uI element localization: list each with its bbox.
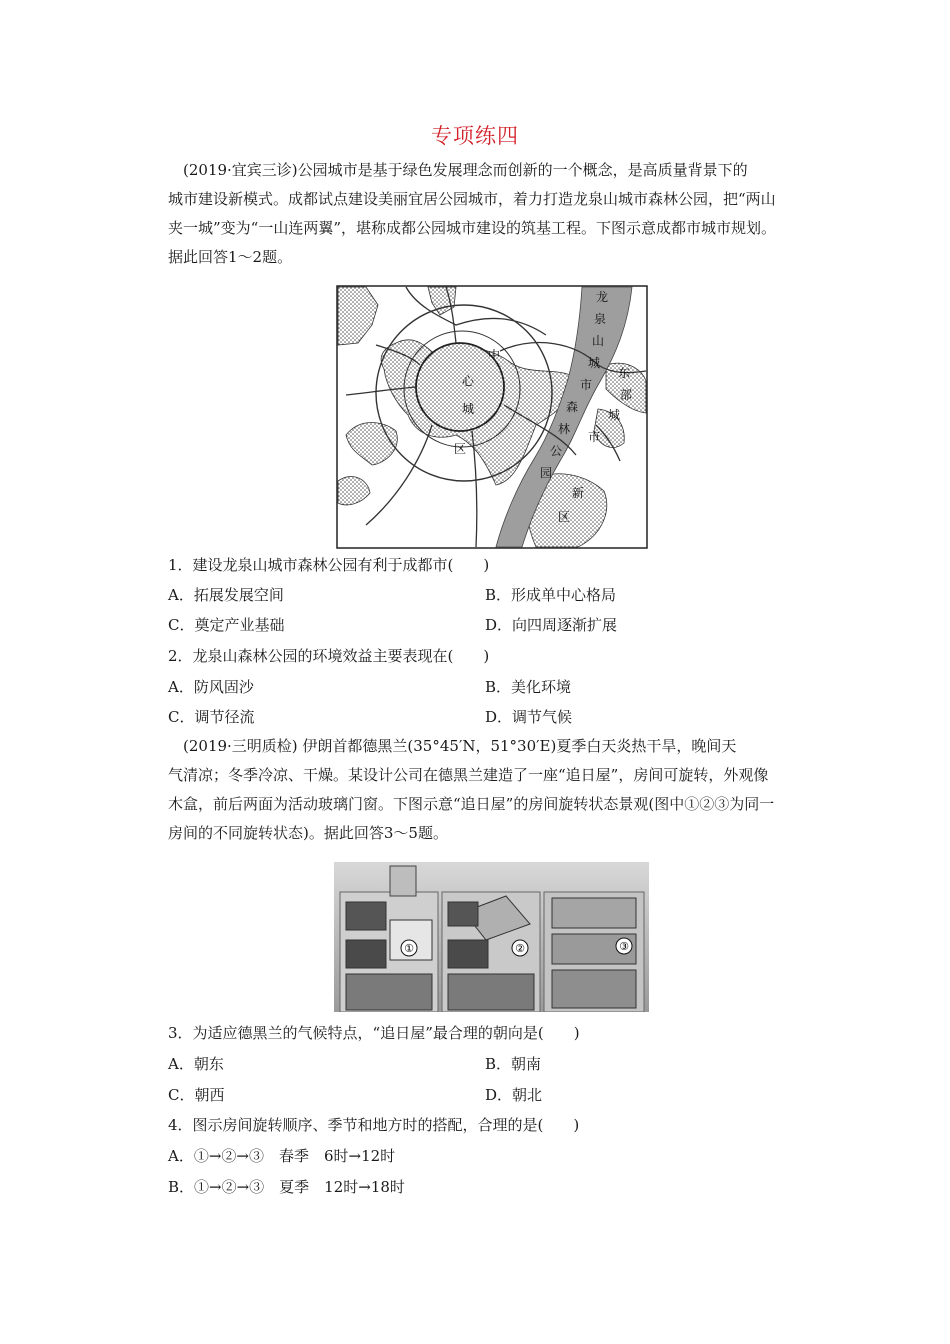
- state-marker-3: ③: [619, 940, 629, 953]
- q3-option-d: D．朝北: [485, 1086, 543, 1104]
- q1-stem: 1．建设龙泉山城市森林公园有利于成都市( ): [168, 556, 490, 574]
- intro1-line: 城市建设新模式。成都试点建设美丽宜居公园城市，着力打造龙泉山城市森林公园，把“两山: [168, 190, 776, 208]
- intro-passage-2: [168, 732, 808, 848]
- map-label-char: 市: [580, 378, 593, 392]
- intro2-line: 木盒，前后两面为活动玻璃门窗。下图示意“追日屋”的房间旋转状态景观(图中①②③为同一: [168, 795, 775, 813]
- map-label-char: 部: [620, 388, 633, 402]
- q2-option-b: B．美化环境: [485, 678, 572, 696]
- house-state-3: [544, 892, 644, 1012]
- intro2-line: 气清凉；冬季冷凉、干燥。某设计公司在德黑兰建造了一座“追日屋”，房间可旋转，外观像: [168, 766, 769, 784]
- q3-stem: 3．为适应德黑兰的气候特点，“追日屋”最合理的朝向是( ): [168, 1024, 580, 1042]
- map-label-char: 公: [550, 444, 563, 458]
- house-state-2: [442, 892, 540, 1012]
- map-label-char: 园: [540, 466, 553, 480]
- q4-option-a: A．①→②→③ 春季 6时→12时: [168, 1147, 396, 1165]
- map-label-char: 山: [592, 334, 605, 348]
- q2-option-a: A．防风固沙: [168, 678, 254, 696]
- intro2-line: 房间的不同旋转状态)。据此回答3～5题。: [168, 824, 448, 842]
- q4-stem: 4．图示房间旋转顺序、季节和地方时的搭配，合理的是( ): [168, 1116, 580, 1134]
- page-title: 专项练四: [431, 124, 519, 148]
- map-label-char: 市: [588, 430, 601, 444]
- map-label-char: 城: [462, 402, 475, 416]
- map-label-char: 城: [588, 356, 601, 370]
- map-label-char: 东: [618, 366, 631, 380]
- map-label-char: 城: [608, 408, 621, 422]
- intro2-line: (2019·三明质检) 伊朗首都德黑兰(35°45′N，51°30′E)夏季白天炎热干旱，晚间天: [183, 737, 737, 755]
- intro1-line: 夹一城”变为“一山连两翼”，堪称成都公园城市建设的筑基工程。下图示意成都市城市规划。: [168, 219, 777, 237]
- map-label-char: 区: [558, 510, 571, 524]
- map-label-char: 中: [488, 348, 501, 362]
- map-label-char: 森: [566, 400, 579, 414]
- q3-option-a: A．朝东: [168, 1055, 224, 1073]
- q3-option-b: B．朝南: [485, 1055, 542, 1073]
- map-label-char: 林: [558, 422, 571, 436]
- chengdu-planning-map: [336, 285, 648, 549]
- map-label-char: 新: [572, 486, 585, 500]
- state-marker-1: ①: [404, 942, 414, 955]
- map-svg: [336, 285, 648, 549]
- map-label-char: 区: [454, 442, 467, 456]
- q1-option-b: B．形成单中心格局: [485, 586, 617, 604]
- q3-option-c: C．朝西: [168, 1086, 225, 1104]
- q2-option-c: C．调节径流: [168, 708, 255, 726]
- map-label-char: 泉: [594, 312, 607, 326]
- q1-option-c: C．奠定产业基础: [168, 616, 285, 634]
- intro-passage-1: [168, 156, 808, 272]
- q2-stem: 2．龙泉山森林公园的环境效益主要表现在( ): [168, 647, 490, 665]
- q1-option-d: D．向四周逐渐扩展: [485, 616, 618, 634]
- state-marker-2: ②: [515, 942, 525, 955]
- map-label-char: 龙: [596, 290, 609, 304]
- rotating-house-photo: [334, 862, 649, 1012]
- intro1-line: (2019·宜宾三诊)公园城市是基于绿色发展理念而创新的一个概念，是高质量背景下的: [183, 161, 748, 179]
- map-label-char: 心: [462, 374, 475, 388]
- q2-option-d: D．调节气候: [485, 708, 573, 726]
- intro1-line: 据此回答1～2题。: [168, 248, 293, 266]
- photo-svg: [334, 862, 649, 1012]
- q4-option-b: B．①→②→③ 夏季 12时→18时: [168, 1178, 405, 1196]
- q1-option-a: A．拓展发展空间: [168, 586, 284, 604]
